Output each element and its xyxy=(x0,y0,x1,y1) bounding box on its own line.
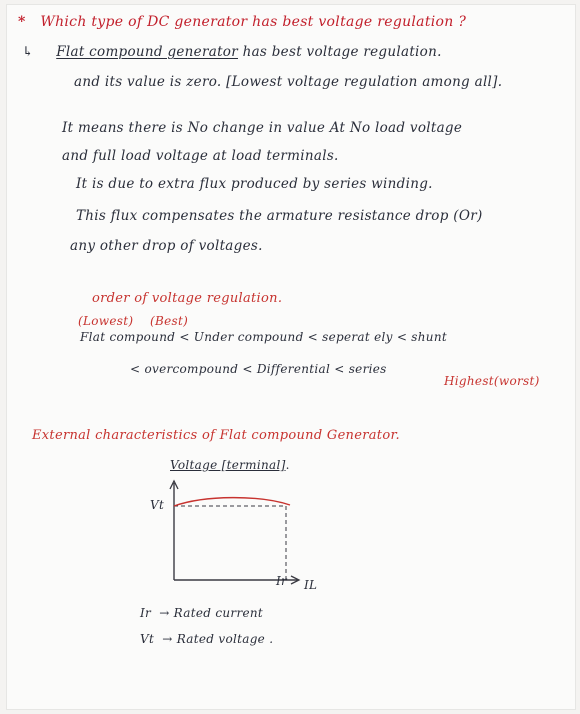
answer-line-7: any other drop of voltages. xyxy=(70,238,263,254)
legend-symbol-vt: Vt xyxy=(140,632,155,646)
answer-line-5: It is due to extra flux produced by series winding. xyxy=(76,176,433,192)
vt-axis-label: Vt xyxy=(150,498,165,512)
order-highest-label: Highest(worst) xyxy=(444,374,540,388)
question-marker: * xyxy=(18,14,26,30)
ir-axis-label: Ir xyxy=(276,574,288,588)
y-axis-label: Voltage [terminal]. xyxy=(170,458,290,472)
answer-highlight: Flat compound generator xyxy=(56,44,238,60)
characteristics-title: External characteristics of Flat compound Generator. xyxy=(32,428,400,443)
answer-arrow: ↳ xyxy=(22,44,34,60)
legend-text-vt: → Rated voltage . xyxy=(162,632,274,646)
answer-line-1-rest: has best voltage regulation. xyxy=(237,44,442,60)
answer-line-6: This flux compensates the armature resistance drop (Or) xyxy=(76,208,483,224)
legend-row-1 xyxy=(140,606,263,620)
x-axis-label: IL xyxy=(304,578,318,592)
answer-line-4: and full load voltage at load terminals. xyxy=(62,148,339,164)
legend-symbol-ir: Ir xyxy=(140,606,152,620)
characteristic-curve xyxy=(174,498,290,506)
question-text: Which type of DC generator has best voltage regulation ? xyxy=(40,14,467,30)
order-row-2: < overcompound < Differential < series xyxy=(130,362,387,376)
answer-line-3: It means there is No change in value At No load voltage xyxy=(62,120,463,136)
order-title: order of voltage regulation. xyxy=(92,291,283,306)
y-axis-label-text: Voltage [terminal] xyxy=(170,458,286,472)
order-lowest-label: (Lowest) xyxy=(78,314,134,328)
order-row-1: Flat compound < Under compound < seperat ely < shunt xyxy=(80,330,447,344)
legend-text-ir: → Rated current xyxy=(159,606,264,620)
order-best-label: (Best) xyxy=(150,314,189,328)
legend-row-2 xyxy=(140,632,273,646)
answer-line-2: and its value is zero. [Lowest voltage regulation among all]. xyxy=(74,74,503,90)
